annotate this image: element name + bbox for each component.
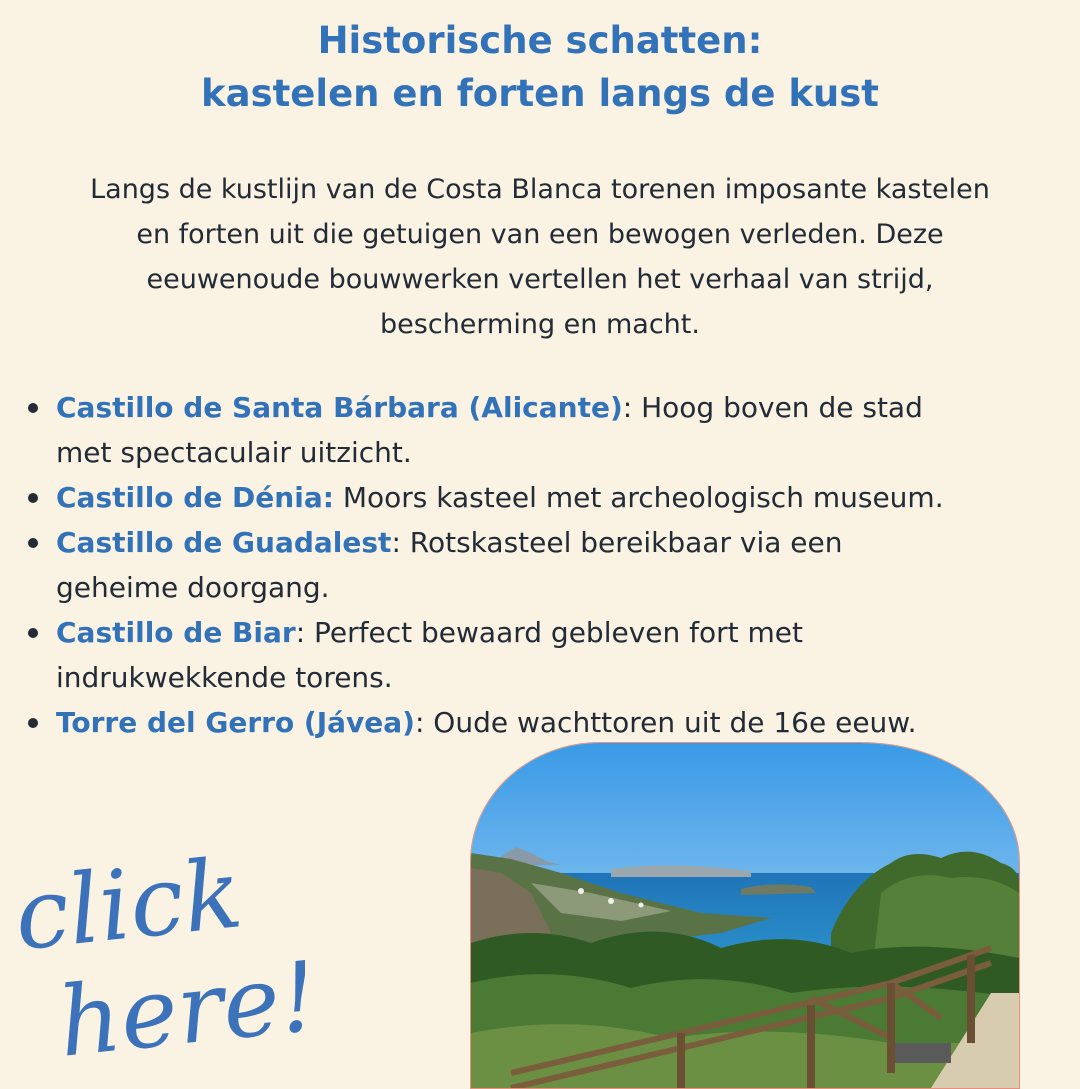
coast-photo bbox=[470, 742, 1020, 1089]
castle-description: Moors kasteel met archeologisch museum. bbox=[333, 481, 944, 514]
intro-line-3: eeuwenoude bouwwerken vertellen het verhaal van strijd, bbox=[146, 264, 934, 295]
intro-line-4: bescherming en macht. bbox=[380, 309, 700, 340]
cta-line-1: click bbox=[15, 837, 248, 973]
list-item bbox=[0, 520, 1080, 610]
castle-name: Castillo de Biar bbox=[56, 616, 296, 649]
list-item bbox=[0, 700, 1080, 745]
title-line-2: kastelen en forten langs de kust bbox=[201, 72, 879, 115]
intro-line-1: Langs de kustlijn van de Costa Blanca torenen imposante kastelen bbox=[90, 174, 990, 205]
list-item bbox=[0, 385, 1080, 475]
cta-line-2: here! bbox=[53, 940, 305, 1070]
castle-description: : Hoog boven de stad bbox=[622, 391, 923, 424]
click-here-lettering bbox=[15, 835, 305, 1070]
castle-name: Castillo de Guadalest bbox=[56, 526, 392, 559]
click-here-link[interactable] bbox=[15, 835, 305, 1070]
castle-description-continued: indrukwekkende torens. bbox=[56, 661, 393, 694]
castle-description: : Rotskasteel bereikbaar via een bbox=[391, 526, 843, 559]
castle-description: : Perfect bewaard gebleven fort met bbox=[295, 616, 804, 649]
list-item bbox=[0, 610, 1080, 700]
page-title bbox=[0, 14, 1080, 120]
castle-description-continued: met spectaculair uitzicht. bbox=[56, 436, 412, 469]
castle-name: Castillo de Santa Bárbara (Alicante) bbox=[56, 391, 623, 424]
intro-line-2: en forten uit die getuigen van een bewogen verleden. Deze bbox=[136, 219, 944, 250]
intro-paragraph bbox=[15, 167, 1065, 347]
castle-name: Torre del Gerro (Jávea) bbox=[56, 706, 415, 739]
castle-description: : Oude wachttoren uit de 16e eeuw. bbox=[414, 706, 917, 739]
castle-description-continued: geheime doorgang. bbox=[56, 571, 330, 604]
list-item bbox=[0, 475, 1080, 520]
castle-name: Castillo de Dénia: bbox=[56, 481, 334, 514]
castle-list bbox=[0, 385, 1080, 745]
coast-photo-illustration bbox=[471, 743, 1019, 1088]
title-line-1: Historische schatten: bbox=[317, 19, 763, 62]
